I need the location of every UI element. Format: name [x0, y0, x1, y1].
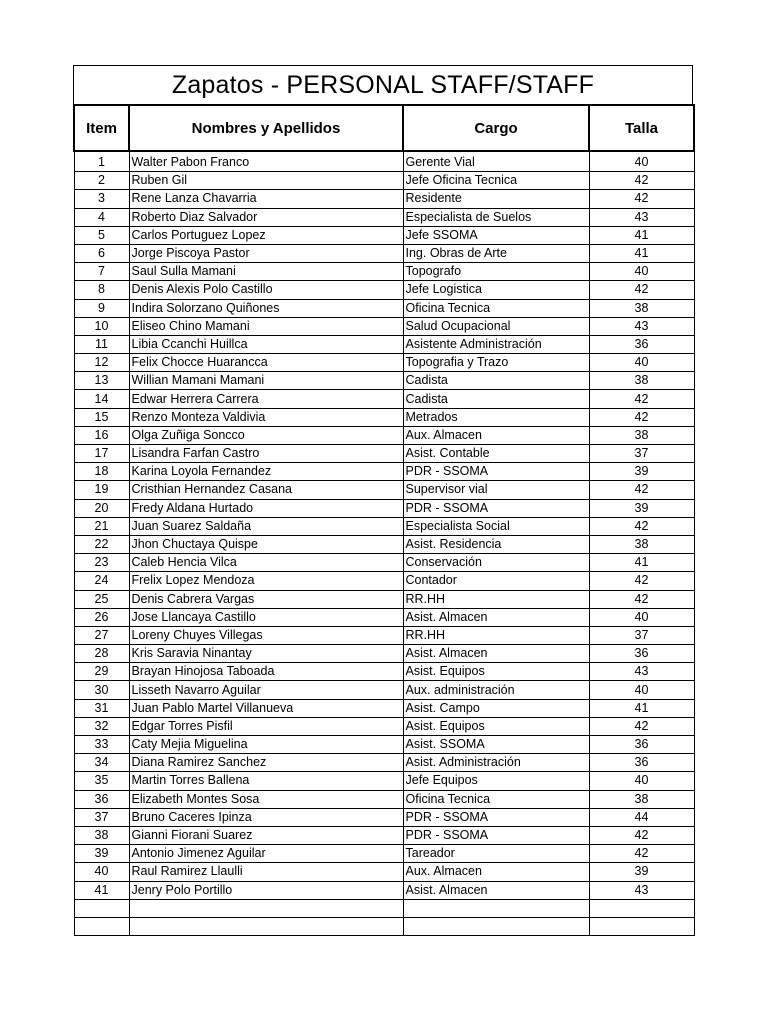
cell-item: 23 [74, 554, 129, 572]
cell-cargo: Metrados [403, 408, 589, 426]
cell-cargo: Jefe Oficina Tecnica [403, 172, 589, 190]
cell-talla: 42 [589, 281, 694, 299]
table-row [74, 790, 694, 808]
cell-item: 30 [74, 681, 129, 699]
cell-talla: 37 [589, 445, 694, 463]
cell-item: 17 [74, 445, 129, 463]
cell-talla: 38 [589, 299, 694, 317]
cell-cargo: Asist. Equipos [403, 663, 589, 681]
table-row [74, 808, 694, 826]
cell-talla [589, 917, 694, 935]
cell-talla: 42 [589, 826, 694, 844]
cell-talla: 42 [589, 845, 694, 863]
cell-item: 11 [74, 335, 129, 353]
cell-item: 35 [74, 772, 129, 790]
cell-cargo: PDR - SSOMA [403, 499, 589, 517]
table-row [74, 535, 694, 553]
cell-cargo: Tareador [403, 845, 589, 863]
cell-item: 25 [74, 590, 129, 608]
table-row [74, 299, 694, 317]
cell-talla: 43 [589, 663, 694, 681]
header-row [74, 105, 694, 151]
table-row [74, 717, 694, 735]
cell-cargo [403, 917, 589, 935]
cell-nombre: Libia Ccanchi Huillca [129, 335, 403, 353]
cell-talla: 41 [589, 244, 694, 262]
cell-nombre: Denis Alexis Polo Castillo [129, 281, 403, 299]
cell-item: 22 [74, 535, 129, 553]
table-row [74, 151, 694, 172]
cell-item: 6 [74, 244, 129, 262]
table-row [74, 226, 694, 244]
cell-talla: 39 [589, 463, 694, 481]
cell-nombre: Brayan Hinojosa Taboada [129, 663, 403, 681]
header-item: Item [74, 105, 129, 151]
table-row [74, 172, 694, 190]
cell-cargo [403, 899, 589, 917]
cell-item: 32 [74, 717, 129, 735]
cell-item: 4 [74, 208, 129, 226]
cell-item [74, 917, 129, 935]
cell-item: 5 [74, 226, 129, 244]
cell-talla: 43 [589, 317, 694, 335]
cell-nombre: Fredy Aldana Hurtado [129, 499, 403, 517]
cell-nombre: Juan Pablo Martel Villanueva [129, 699, 403, 717]
cell-item: 12 [74, 354, 129, 372]
table-row [74, 408, 694, 426]
cell-nombre: Bruno Caceres Ipinza [129, 808, 403, 826]
cell-talla: 42 [589, 590, 694, 608]
staff-table [73, 104, 695, 936]
cell-talla: 40 [589, 608, 694, 626]
cell-item: 26 [74, 608, 129, 626]
cell-talla: 36 [589, 754, 694, 772]
cell-cargo: Salud Ocupacional [403, 317, 589, 335]
cell-talla: 38 [589, 790, 694, 808]
cell-talla: 42 [589, 390, 694, 408]
table-row [74, 354, 694, 372]
cell-talla: 40 [589, 772, 694, 790]
table-row [74, 845, 694, 863]
cell-item: 14 [74, 390, 129, 408]
table-row [74, 463, 694, 481]
cell-nombre: Kris Saravia Ninantay [129, 645, 403, 663]
cell-cargo: PDR - SSOMA [403, 826, 589, 844]
cell-nombre: Lisseth Navarro Aguilar [129, 681, 403, 699]
cell-item: 34 [74, 754, 129, 772]
cell-item: 36 [74, 790, 129, 808]
cell-item: 31 [74, 699, 129, 717]
cell-nombre: Raul Ramirez Llaulli [129, 863, 403, 881]
header-cargo: Cargo [403, 105, 589, 151]
cell-nombre: Antonio Jimenez Aguilar [129, 845, 403, 863]
cell-item: 33 [74, 736, 129, 754]
table-row [74, 645, 694, 663]
cell-cargo: Jefe SSOMA [403, 226, 589, 244]
cell-talla: 44 [589, 808, 694, 826]
cell-cargo: Oficina Tecnica [403, 790, 589, 808]
cell-cargo: Oficina Tecnica [403, 299, 589, 317]
cell-nombre: Gianni Fiorani Suarez [129, 826, 403, 844]
cell-talla: 42 [589, 572, 694, 590]
cell-cargo: Asist. Almacen [403, 608, 589, 626]
cell-talla: 43 [589, 208, 694, 226]
title-cell [73, 65, 693, 104]
cell-cargo: Jefe Equipos [403, 772, 589, 790]
cell-nombre: Walter Pabon Franco [129, 151, 403, 172]
cell-nombre: Olga Zuñiga Soncco [129, 426, 403, 444]
cell-nombre [129, 899, 403, 917]
cell-cargo: Aux. Almacen [403, 863, 589, 881]
cell-item: 37 [74, 808, 129, 826]
cell-item: 13 [74, 372, 129, 390]
cell-cargo: Gerente Vial [403, 151, 589, 172]
table-row [74, 772, 694, 790]
cell-talla: 40 [589, 681, 694, 699]
table-row [74, 481, 694, 499]
cell-nombre: Juan Suarez Saldaña [129, 517, 403, 535]
cell-cargo: PDR - SSOMA [403, 808, 589, 826]
table-row [74, 208, 694, 226]
header-talla: Talla [589, 105, 694, 151]
table-row [74, 499, 694, 517]
cell-cargo: Asist. Campo [403, 699, 589, 717]
table-row [74, 263, 694, 281]
cell-cargo: Asist. Contable [403, 445, 589, 463]
cell-item: 10 [74, 317, 129, 335]
cell-item: 9 [74, 299, 129, 317]
cell-talla: 36 [589, 736, 694, 754]
cell-cargo: Especialista de Suelos [403, 208, 589, 226]
cell-nombre: Edwar Herrera Carrera [129, 390, 403, 408]
cell-nombre: Willian Mamani Mamani [129, 372, 403, 390]
cell-nombre: Edgar Torres Pisfil [129, 717, 403, 735]
table-row [74, 699, 694, 717]
cell-item [74, 899, 129, 917]
table-row [74, 281, 694, 299]
table-row [74, 426, 694, 444]
cell-talla: 42 [589, 408, 694, 426]
cell-nombre: Renzo Monteza Valdivia [129, 408, 403, 426]
cell-talla: 40 [589, 354, 694, 372]
cell-nombre: Martin Torres Ballena [129, 772, 403, 790]
cell-cargo: Contador [403, 572, 589, 590]
cell-talla: 36 [589, 645, 694, 663]
table-row [74, 736, 694, 754]
cell-talla: 38 [589, 372, 694, 390]
cell-cargo: Asist. Almacen [403, 645, 589, 663]
cell-nombre: Jhon Chuctaya Quispe [129, 535, 403, 553]
table-row [74, 445, 694, 463]
cell-item: 27 [74, 626, 129, 644]
cell-talla: 43 [589, 881, 694, 899]
cell-item: 15 [74, 408, 129, 426]
cell-nombre: Karina Loyola Fernandez [129, 463, 403, 481]
cell-nombre: Rene Lanza Chavarria [129, 190, 403, 208]
cell-item: 38 [74, 826, 129, 844]
cell-talla: 42 [589, 481, 694, 499]
cell-cargo: Ing. Obras de Arte [403, 244, 589, 262]
cell-item: 20 [74, 499, 129, 517]
cell-talla: 38 [589, 426, 694, 444]
spreadsheet [73, 65, 693, 936]
cell-nombre: Saul Sulla Mamani [129, 263, 403, 281]
table-row [74, 663, 694, 681]
cell-nombre: Carlos Portuguez Lopez [129, 226, 403, 244]
cell-nombre: Elizabeth Montes Sosa [129, 790, 403, 808]
table-row [74, 608, 694, 626]
table-row [74, 899, 694, 917]
cell-talla: 36 [589, 335, 694, 353]
cell-nombre: Lisandra Farfan Castro [129, 445, 403, 463]
cell-nombre: Denis Cabrera Vargas [129, 590, 403, 608]
cell-item: 1 [74, 151, 129, 172]
cell-cargo: Conservación [403, 554, 589, 572]
cell-cargo: Cadista [403, 372, 589, 390]
page-title: Zapatos - PERSONAL STAFF/STAFF [171, 70, 595, 99]
cell-cargo: Asist. SSOMA [403, 736, 589, 754]
cell-item: 21 [74, 517, 129, 535]
table-row [74, 317, 694, 335]
cell-cargo: Especialista Social [403, 517, 589, 535]
cell-talla: 41 [589, 554, 694, 572]
cell-item: 19 [74, 481, 129, 499]
cell-item: 29 [74, 663, 129, 681]
cell-talla: 42 [589, 172, 694, 190]
table-row [74, 863, 694, 881]
cell-nombre: Eliseo Chino Mamani [129, 317, 403, 335]
table-row [74, 626, 694, 644]
cell-nombre: Jose Llancaya Castillo [129, 608, 403, 626]
cell-nombre: Cristhian Hernandez Casana [129, 481, 403, 499]
cell-talla: 42 [589, 717, 694, 735]
cell-item: 40 [74, 863, 129, 881]
cell-nombre: Jorge Piscoya Pastor [129, 244, 403, 262]
cell-talla [589, 899, 694, 917]
cell-cargo: Jefe Logistica [403, 281, 589, 299]
cell-talla: 39 [589, 863, 694, 881]
table-row [74, 917, 694, 935]
cell-talla: 40 [589, 151, 694, 172]
header-nombre: Nombres y Apellidos [129, 105, 403, 151]
cell-talla: 39 [589, 499, 694, 517]
cell-talla: 38 [589, 535, 694, 553]
cell-item: 18 [74, 463, 129, 481]
cell-cargo: Aux. Almacen [403, 426, 589, 444]
cell-cargo: Supervisor vial [403, 481, 589, 499]
table-row [74, 826, 694, 844]
cell-item: 28 [74, 645, 129, 663]
cell-nombre: Caty Mejia Miguelina [129, 736, 403, 754]
cell-cargo: Asist. Almacen [403, 881, 589, 899]
cell-talla: 41 [589, 226, 694, 244]
cell-nombre: Felix Chocce Huarancca [129, 354, 403, 372]
cell-cargo: Aux. administración [403, 681, 589, 699]
cell-item: 41 [74, 881, 129, 899]
table-row [74, 754, 694, 772]
table-row [74, 681, 694, 699]
cell-cargo: RR.HH [403, 590, 589, 608]
cell-cargo: Asistente Administración [403, 335, 589, 353]
cell-item: 39 [74, 845, 129, 863]
cell-cargo: Asist. Administración [403, 754, 589, 772]
cell-talla: 42 [589, 190, 694, 208]
table-row [74, 335, 694, 353]
cell-talla: 41 [589, 699, 694, 717]
table-row [74, 372, 694, 390]
cell-talla: 42 [589, 517, 694, 535]
cell-nombre [129, 917, 403, 935]
cell-cargo: Topografia y Trazo [403, 354, 589, 372]
cell-item: 2 [74, 172, 129, 190]
cell-nombre: Frelix Lopez Mendoza [129, 572, 403, 590]
table-row [74, 190, 694, 208]
table-row [74, 390, 694, 408]
cell-cargo: Topografo [403, 263, 589, 281]
table-row [74, 517, 694, 535]
table-row [74, 554, 694, 572]
cell-nombre: Indira Solorzano Quiñones [129, 299, 403, 317]
table-row [74, 572, 694, 590]
cell-item: 3 [74, 190, 129, 208]
cell-cargo: Asist. Residencia [403, 535, 589, 553]
cell-item: 7 [74, 263, 129, 281]
cell-item: 16 [74, 426, 129, 444]
cell-talla: 37 [589, 626, 694, 644]
table-row [74, 881, 694, 899]
cell-nombre: Ruben Gil [129, 172, 403, 190]
cell-nombre: Loreny Chuyes Villegas [129, 626, 403, 644]
cell-nombre: Jenry Polo Portillo [129, 881, 403, 899]
cell-cargo: Asist. Equipos [403, 717, 589, 735]
cell-item: 8 [74, 281, 129, 299]
table-row [74, 244, 694, 262]
cell-nombre: Roberto Diaz Salvador [129, 208, 403, 226]
cell-cargo: RR.HH [403, 626, 589, 644]
cell-cargo: Residente [403, 190, 589, 208]
cell-nombre: Diana Ramirez Sanchez [129, 754, 403, 772]
cell-item: 24 [74, 572, 129, 590]
cell-cargo: PDR - SSOMA [403, 463, 589, 481]
table-body [74, 151, 694, 936]
cell-cargo: Cadista [403, 390, 589, 408]
cell-nombre: Caleb Hencia Vilca [129, 554, 403, 572]
cell-talla: 40 [589, 263, 694, 281]
table-row [74, 590, 694, 608]
